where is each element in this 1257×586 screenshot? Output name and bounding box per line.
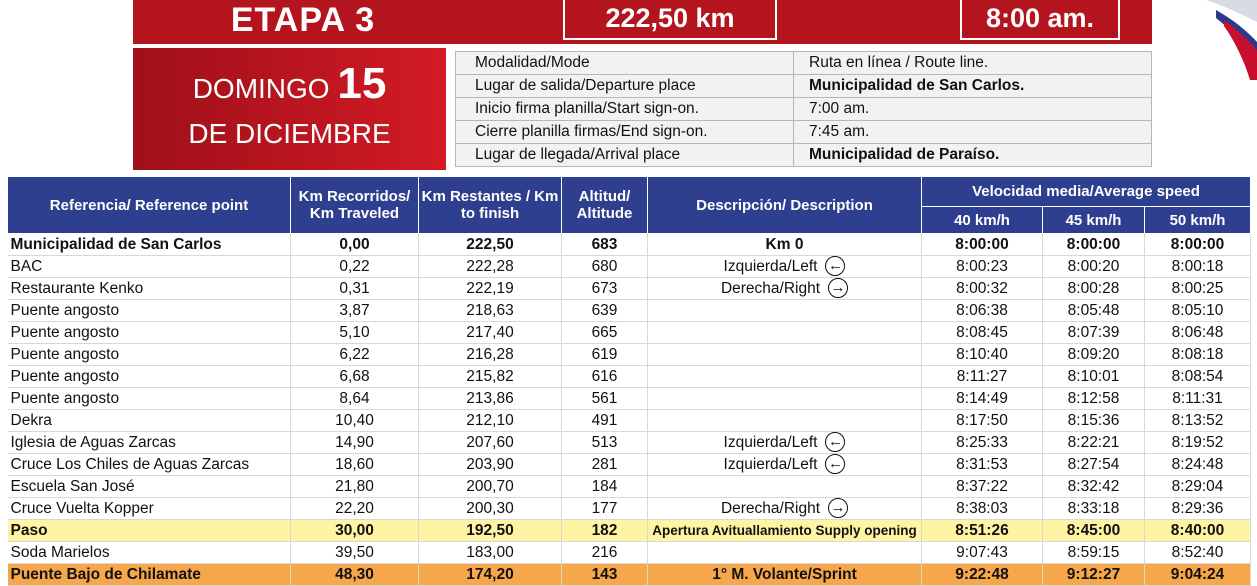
info-label: Lugar de llegada/Arrival place	[456, 144, 794, 167]
table-row	[8, 300, 1251, 322]
km-traveled-cell: 39,50	[291, 542, 419, 564]
header-speed-40: 40 km/h	[922, 207, 1043, 234]
time-50-cell: 8:00:25	[1145, 278, 1251, 300]
table-row	[8, 454, 1251, 476]
time-45-cell: 8:32:42	[1043, 476, 1145, 498]
time-50-cell: 8:05:10	[1145, 300, 1251, 322]
reference-cell: Escuela San José	[8, 476, 291, 498]
km-to-finish-cell: 217,40	[419, 322, 562, 344]
time-45-cell: 8:27:54	[1043, 454, 1145, 476]
description-text: Derecha/Right	[720, 280, 821, 297]
info-value: 7:00 am.	[794, 98, 1152, 121]
time-40-cell: 8:31:53	[922, 454, 1043, 476]
time-50-cell: 8:52:40	[1145, 542, 1251, 564]
altitude-cell: 673	[562, 278, 648, 300]
header-description: Descripción/ Description	[648, 177, 922, 234]
info-row	[456, 144, 1152, 167]
reference-cell: Puente angosto	[8, 300, 291, 322]
time-50-cell: 8:08:54	[1145, 366, 1251, 388]
table-row	[8, 256, 1251, 278]
time-45-cell: 8:15:36	[1043, 410, 1145, 432]
description-cell	[648, 344, 922, 366]
time-50-cell: 8:08:18	[1145, 344, 1251, 366]
description-cell	[648, 520, 922, 542]
date-weekday-line	[133, 59, 446, 111]
time-45-cell: 8:00:28	[1043, 278, 1145, 300]
description-cell	[648, 322, 922, 344]
altitude-cell: 639	[562, 300, 648, 322]
altitude-cell: 491	[562, 410, 648, 432]
date-day: 15	[337, 59, 387, 108]
table-row	[8, 476, 1251, 498]
table-row	[8, 564, 1251, 586]
time-50-cell: 8:40:00	[1145, 520, 1251, 542]
time-40-cell: 9:07:43	[922, 542, 1043, 564]
date-weekday: DOMINGO	[192, 73, 330, 104]
km-traveled-cell: 6,68	[291, 366, 419, 388]
time-50-cell: 8:29:04	[1145, 476, 1251, 498]
header-km-to-finish: Km Restantes / Km to finish	[419, 177, 562, 234]
time-40-cell: 8:37:22	[922, 476, 1043, 498]
description-cell	[648, 410, 922, 432]
altitude-cell: 619	[562, 344, 648, 366]
flag-ribbon-icon	[1186, 0, 1257, 80]
reference-cell: Paso	[8, 520, 291, 542]
header-speed-50: 50 km/h	[1145, 207, 1251, 234]
description-text: Km 0	[765, 236, 804, 253]
km-to-finish-cell: 203,90	[419, 454, 562, 476]
time-40-cell: 8:00:32	[922, 278, 1043, 300]
table-row	[8, 520, 1251, 542]
km-to-finish-cell: 200,30	[419, 498, 562, 520]
reference-cell: BAC	[8, 256, 291, 278]
km-traveled-cell: 30,00	[291, 520, 419, 542]
km-to-finish-cell: 215,82	[419, 366, 562, 388]
time-40-cell: 8:17:50	[922, 410, 1043, 432]
km-to-finish-cell: 192,50	[419, 520, 562, 542]
altitude-cell: 616	[562, 366, 648, 388]
time-50-cell: 8:19:52	[1145, 432, 1251, 454]
km-to-finish-cell: 222,50	[419, 234, 562, 256]
stage-start-time: 8:00 am.	[960, 0, 1120, 40]
time-45-cell: 8:00:00	[1043, 234, 1145, 256]
description-cell	[648, 432, 922, 454]
reference-cell: Cruce Los Chiles de Aguas Zarcas	[8, 454, 291, 476]
time-40-cell: 8:11:27	[922, 366, 1043, 388]
description-cell	[648, 256, 922, 278]
description-cell	[648, 278, 922, 300]
reference-cell: Cruce Vuelta Kopper	[8, 498, 291, 520]
description-cell	[648, 300, 922, 322]
time-45-cell: 8:22:21	[1043, 432, 1145, 454]
time-45-cell: 9:12:27	[1043, 564, 1145, 586]
time-40-cell: 8:10:40	[922, 344, 1043, 366]
time-45-cell: 8:07:39	[1043, 322, 1145, 344]
km-traveled-cell: 22,20	[291, 498, 419, 520]
reference-cell: Dekra	[8, 410, 291, 432]
km-traveled-cell: 10,40	[291, 410, 419, 432]
arrow-left-circle-icon: ←	[825, 256, 845, 276]
km-to-finish-cell: 216,28	[419, 344, 562, 366]
time-40-cell: 9:22:48	[922, 564, 1043, 586]
time-40-cell: 8:38:03	[922, 498, 1043, 520]
description-text: Derecha/Right	[720, 500, 821, 517]
description-text: 1° M. Volante/Sprint	[712, 566, 857, 583]
time-50-cell: 8:00:18	[1145, 256, 1251, 278]
km-to-finish-cell: 174,20	[419, 564, 562, 586]
time-50-cell: 8:11:31	[1145, 388, 1251, 410]
info-row	[456, 52, 1152, 75]
time-50-cell: 8:06:48	[1145, 322, 1251, 344]
reference-cell: Puente angosto	[8, 322, 291, 344]
info-value: Municipalidad de San Carlos.	[794, 75, 1152, 98]
km-traveled-cell: 18,60	[291, 454, 419, 476]
time-40-cell: 8:51:26	[922, 520, 1043, 542]
km-to-finish-cell: 207,60	[419, 432, 562, 454]
description-cell	[648, 542, 922, 564]
altitude-cell: 665	[562, 322, 648, 344]
time-40-cell: 8:00:00	[922, 234, 1043, 256]
time-40-cell: 8:25:33	[922, 432, 1043, 454]
itinerary-table	[7, 176, 1251, 586]
arrow-left-circle-icon: ←	[825, 432, 845, 452]
description-cell	[648, 388, 922, 410]
table-row	[8, 498, 1251, 520]
table-row	[8, 234, 1251, 256]
description-cell	[648, 498, 922, 520]
time-40-cell: 8:08:45	[922, 322, 1043, 344]
date-box	[133, 48, 446, 170]
header-reference: Referencia/ Reference point	[8, 177, 291, 234]
altitude-cell: 182	[562, 520, 648, 542]
altitude-cell: 561	[562, 388, 648, 410]
table-row	[8, 322, 1251, 344]
time-45-cell: 8:09:20	[1043, 344, 1145, 366]
table-row	[8, 410, 1251, 432]
info-label: Modalidad/Mode	[456, 52, 794, 75]
date-month: DE DICIEMBRE	[188, 118, 391, 149]
arrow-right-circle-icon: →	[828, 498, 848, 518]
stage-title: ETAPA 3	[230, 1, 376, 39]
stage-info-table	[455, 51, 1152, 167]
altitude-cell: 143	[562, 564, 648, 586]
km-traveled-cell: 48,30	[291, 564, 419, 586]
reference-cell: Puente Bajo de Chilamate	[8, 564, 291, 586]
reference-cell: Municipalidad de San Carlos	[8, 234, 291, 256]
table-row	[8, 388, 1251, 410]
description-cell	[648, 564, 922, 586]
reference-cell: Puente angosto	[8, 388, 291, 410]
altitude-cell: 680	[562, 256, 648, 278]
time-45-cell: 8:12:58	[1043, 388, 1145, 410]
time-50-cell: 8:13:52	[1145, 410, 1251, 432]
time-45-cell: 8:45:00	[1043, 520, 1145, 542]
time-40-cell: 8:06:38	[922, 300, 1043, 322]
info-row	[456, 121, 1152, 144]
description-cell	[648, 454, 922, 476]
table-row	[8, 366, 1251, 388]
time-50-cell: 8:00:00	[1145, 234, 1251, 256]
km-to-finish-cell: 213,86	[419, 388, 562, 410]
reference-cell: Iglesia de Aguas Zarcas	[8, 432, 291, 454]
description-text: Izquierda/Left	[723, 456, 818, 473]
time-45-cell: 8:00:20	[1043, 256, 1145, 278]
km-traveled-cell: 3,87	[291, 300, 419, 322]
info-value: Municipalidad de Paraíso.	[794, 144, 1152, 167]
km-to-finish-cell: 183,00	[419, 542, 562, 564]
km-traveled-cell: 6,22	[291, 344, 419, 366]
km-traveled-cell: 5,10	[291, 322, 419, 344]
time-40-cell: 8:14:49	[922, 388, 1043, 410]
table-row	[8, 542, 1251, 564]
altitude-cell: 513	[562, 432, 648, 454]
header-km-traveled: Km Recorridos/ Km Traveled	[291, 177, 419, 234]
time-50-cell: 9:04:24	[1145, 564, 1251, 586]
header-speed-45: 45 km/h	[1043, 207, 1145, 234]
time-45-cell: 8:33:18	[1043, 498, 1145, 520]
description-cell	[648, 234, 922, 256]
km-traveled-cell: 0,22	[291, 256, 419, 278]
km-traveled-cell: 21,80	[291, 476, 419, 498]
time-45-cell: 8:59:15	[1043, 542, 1145, 564]
header-altitude: Altitud/ Altitude	[562, 177, 648, 234]
reference-cell: Puente angosto	[8, 366, 291, 388]
info-label: Cierre planilla firmas/End sign-on.	[456, 121, 794, 144]
altitude-cell: 281	[562, 454, 648, 476]
arrow-left-circle-icon: ←	[825, 454, 845, 474]
description-text: Izquierda/Left	[723, 258, 818, 275]
stage-distance: 222,50 km	[563, 0, 777, 40]
time-50-cell: 8:29:36	[1145, 498, 1251, 520]
altitude-cell: 216	[562, 542, 648, 564]
time-50-cell: 8:24:48	[1145, 454, 1251, 476]
km-to-finish-cell: 200,70	[419, 476, 562, 498]
info-value: 7:45 am.	[794, 121, 1152, 144]
km-to-finish-cell: 222,28	[419, 256, 562, 278]
km-traveled-cell: 0,31	[291, 278, 419, 300]
altitude-cell: 683	[562, 234, 648, 256]
description-text: Izquierda/Left	[723, 434, 818, 451]
table-row	[8, 278, 1251, 300]
info-value: Ruta en línea / Route line.	[794, 52, 1152, 75]
reference-cell: Restaurante Kenko	[8, 278, 291, 300]
km-to-finish-cell: 212,10	[419, 410, 562, 432]
table-row	[8, 344, 1251, 366]
info-row	[456, 75, 1152, 98]
km-traveled-cell: 8,64	[291, 388, 419, 410]
altitude-cell: 184	[562, 476, 648, 498]
description-cell	[648, 476, 922, 498]
altitude-cell: 177	[562, 498, 648, 520]
time-45-cell: 8:10:01	[1043, 366, 1145, 388]
km-traveled-cell: 0,00	[291, 234, 419, 256]
description-text: Apertura Avituallamiento Supply opening	[652, 523, 917, 538]
reference-cell: Puente angosto	[8, 344, 291, 366]
time-40-cell: 8:00:23	[922, 256, 1043, 278]
table-row	[8, 432, 1251, 454]
info-label: Inicio firma planilla/Start sign-on.	[456, 98, 794, 121]
info-label: Lugar de salida/Departure place	[456, 75, 794, 98]
km-to-finish-cell: 222,19	[419, 278, 562, 300]
km-traveled-cell: 14,90	[291, 432, 419, 454]
reference-cell: Soda Marielos	[8, 542, 291, 564]
info-row	[456, 98, 1152, 121]
km-to-finish-cell: 218,63	[419, 300, 562, 322]
header-average-speed: Velocidad media/Average speed	[922, 177, 1251, 207]
time-45-cell: 8:05:48	[1043, 300, 1145, 322]
arrow-right-circle-icon: →	[828, 278, 848, 298]
description-cell	[648, 366, 922, 388]
